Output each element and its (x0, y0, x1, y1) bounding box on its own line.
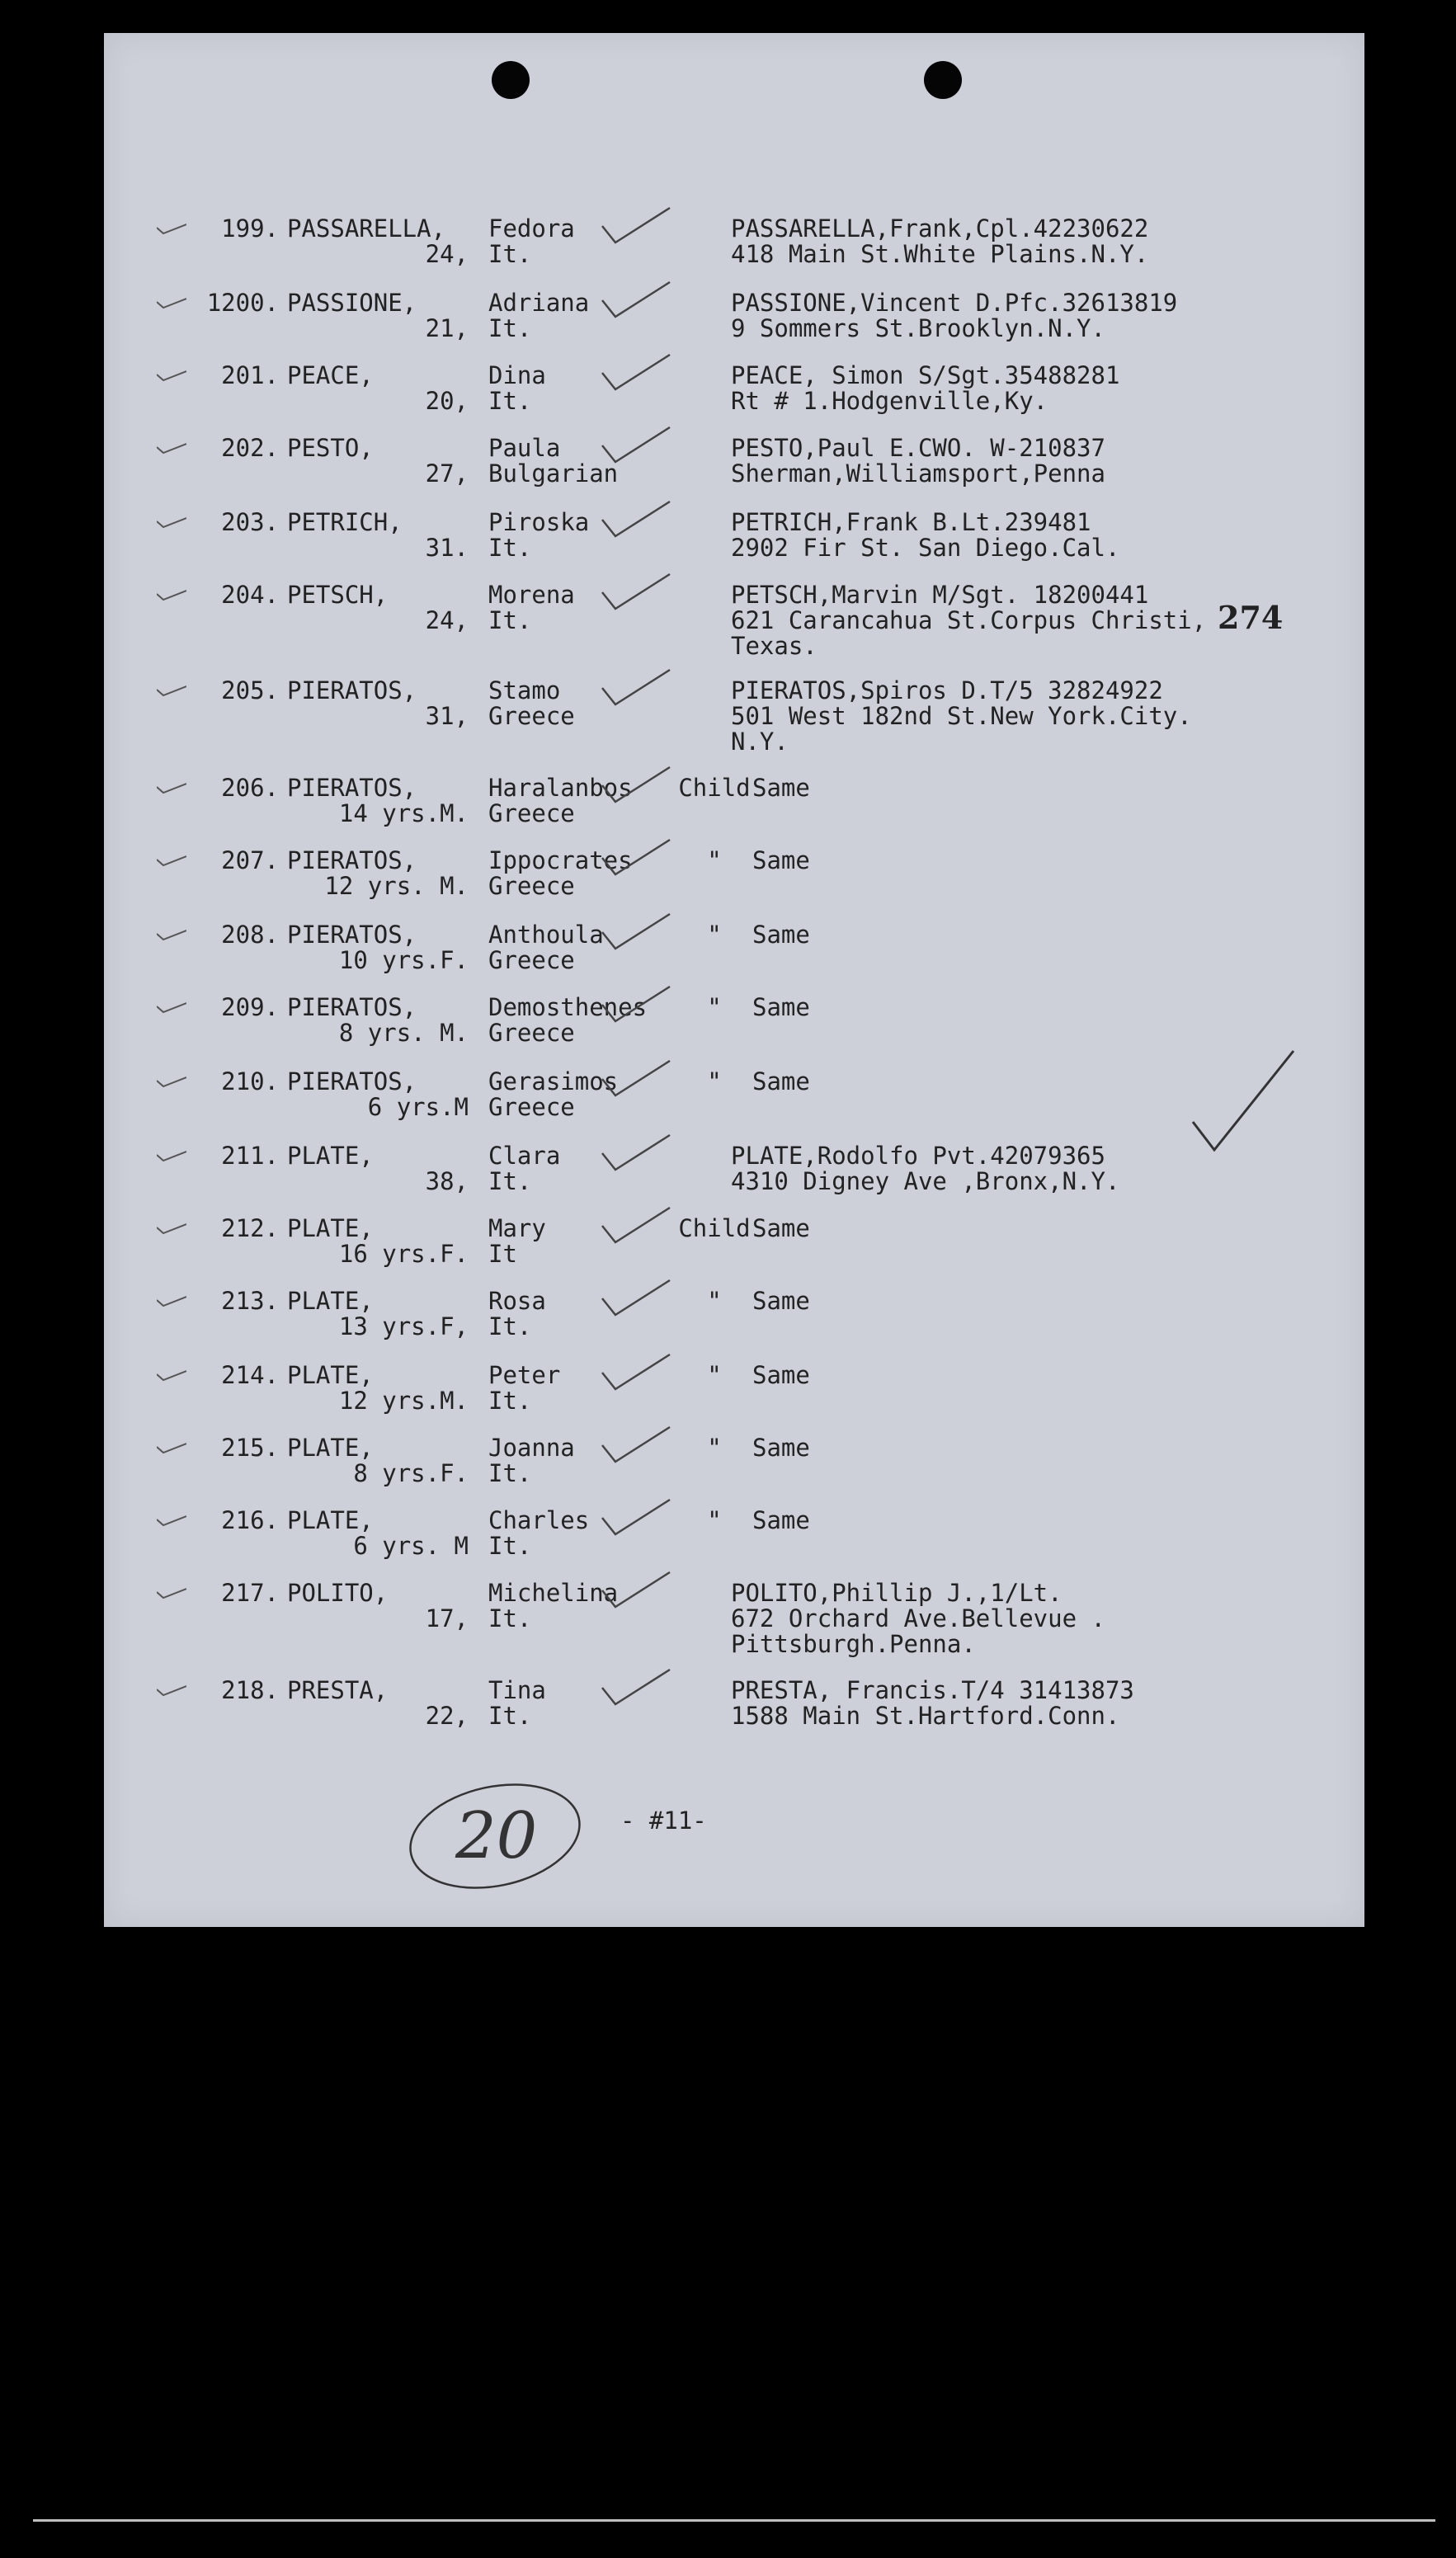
sponsor-line: Same (752, 1287, 810, 1315)
surname: PIERATOS, (287, 993, 417, 1021)
relation: " (707, 846, 722, 874)
entry-number: 218. (221, 1676, 279, 1704)
given-name: Adriana (488, 289, 590, 317)
handwritten-check-mark (599, 1351, 673, 1392)
handwritten-check-mark (599, 1496, 673, 1538)
age: 24, (425, 240, 469, 268)
given-name: Joanna (488, 1434, 575, 1462)
entry-number: 210. (221, 1067, 279, 1095)
sponsor-line: Same (752, 1214, 810, 1242)
surname: PETSCH, (287, 581, 389, 609)
sponsor-line: PIERATOS,Spiros D.T/5 32824922 (731, 676, 1163, 704)
circled-number-text: 20 (455, 1799, 538, 1873)
relation: " (707, 1287, 722, 1315)
sponsor-line: PASSARELLA,Frank,Cpl.42230622 (731, 214, 1149, 243)
origin: Greece (488, 872, 575, 900)
punch-hole (492, 61, 530, 99)
sponsor-line: Same (752, 1506, 810, 1534)
sponsor-line: PEACE, Simon S/Sgt.35488281 (731, 361, 1120, 389)
surname: PASSIONE, (287, 289, 417, 317)
handwritten-check-mark (599, 1666, 673, 1708)
given-name: Haralanbos (488, 774, 633, 802)
handwritten-check-mark (599, 1569, 673, 1610)
surname: PRESTA, (287, 1676, 389, 1704)
handwritten-check-mark (599, 571, 673, 612)
relation: Child (678, 774, 751, 802)
origin: Greece (488, 1019, 575, 1047)
handwritten-check-mark (599, 351, 673, 393)
page-number: - #11- (620, 1807, 707, 1835)
relation: " (707, 1434, 722, 1462)
age: 16 yrs.F. (338, 1240, 469, 1268)
age: 6 yrs.M (367, 1093, 469, 1121)
age: 17, (425, 1604, 469, 1632)
origin: It. (488, 1387, 532, 1415)
sponsor-line: 672 Orchard Ave.Bellevue . (731, 1604, 1105, 1632)
relation: " (707, 993, 722, 1021)
given-name: Gerasimos (488, 1067, 619, 1095)
sponsor-line: 1588 Main St.Hartford.Conn. (731, 1702, 1120, 1730)
origin: It. (488, 534, 532, 562)
given-name: Fedora (488, 214, 575, 243)
sponsor-line: Same (752, 993, 810, 1021)
given-name: Piroska (488, 508, 590, 536)
handwritten-check-mark (599, 498, 673, 539)
origin: It. (488, 606, 532, 634)
given-name: Rosa (488, 1287, 546, 1315)
given-name: Peter (488, 1361, 561, 1389)
origin: It. (488, 314, 532, 342)
entry-number: 204. (221, 581, 279, 609)
age: 14 yrs.M. (338, 799, 469, 827)
origin: It. (488, 1604, 532, 1632)
surname: PEACE, (287, 361, 374, 389)
age: 6 yrs. M (353, 1532, 469, 1560)
handwritten-check-mark (599, 205, 673, 246)
origin: Greece (488, 1093, 575, 1121)
entry-number: 1200. (206, 289, 279, 317)
surname: PIERATOS, (287, 676, 417, 704)
given-name: Anthoula (488, 921, 604, 949)
age: 22, (425, 1702, 469, 1730)
surname: POLITO, (287, 1579, 389, 1607)
given-name: Charles (488, 1506, 590, 1534)
relation: " (707, 1361, 722, 1389)
entry-number: 205. (221, 676, 279, 704)
entry-number: 211. (221, 1142, 279, 1170)
age: 27, (425, 459, 469, 488)
handwritten-check-mark (599, 1277, 673, 1318)
surname: PLATE, (287, 1361, 374, 1389)
sponsor-line: PESTO,Paul E.CWO. W-210837 (731, 434, 1105, 462)
handwritten-check-mark (1190, 1048, 1297, 1155)
sponsor-line: POLITO,Phillip J.,1/Lt. (731, 1579, 1063, 1607)
entry-number: 209. (221, 993, 279, 1021)
sponsor-line: 501 West 182nd St.New York.City. (731, 702, 1192, 730)
age: 21, (425, 314, 469, 342)
origin: Bulgarian (488, 459, 619, 488)
sponsor-line: 4310 Digney Ave ,Bronx,N.Y. (731, 1167, 1120, 1195)
age: 8 yrs.F. (353, 1459, 469, 1487)
sponsor-line: PLATE,Rodolfo Pvt.42079365 (731, 1142, 1105, 1170)
surname: PIERATOS, (287, 921, 417, 949)
sponsor-line: Rt # 1.Hodgenville,Ky. (731, 387, 1048, 415)
origin: It. (488, 1702, 532, 1730)
handwritten-check-mark (599, 911, 673, 952)
age: 38, (425, 1167, 469, 1195)
handwritten-check-mark (599, 424, 673, 465)
given-name: Michelina (488, 1579, 619, 1607)
sponsor-line: PETRICH,Frank B.Lt.239481 (731, 508, 1091, 536)
sponsor-line: PRESTA, Francis.T/4 31413873 (731, 1676, 1134, 1704)
entry-number: 207. (221, 846, 279, 874)
relation: " (707, 921, 722, 949)
sponsor-line: 418 Main St.White Plains.N.Y. (731, 240, 1149, 268)
sponsor-line: Same (752, 1361, 810, 1389)
entry-number: 208. (221, 921, 279, 949)
sponsor-line: Same (752, 774, 810, 802)
surname: PETRICH, (287, 508, 403, 536)
handwritten-check-mark (599, 667, 673, 708)
document-page (104, 33, 1364, 1927)
folio-number: 274 (1218, 599, 1284, 636)
handwritten-check-mark (599, 1424, 673, 1465)
origin: It. (488, 1312, 532, 1340)
punch-hole (924, 61, 962, 99)
handwritten-check-mark (599, 1132, 673, 1173)
age: 24, (425, 606, 469, 634)
age: 20, (425, 387, 469, 415)
given-name: Demosthenes (488, 993, 648, 1021)
age: 13 yrs.F, (338, 1312, 469, 1340)
sponsor-line: Sherman,Williamsport,Penna (731, 459, 1105, 488)
origin: Greece (488, 799, 575, 827)
entry-number: 206. (221, 774, 279, 802)
relation: " (707, 1067, 722, 1095)
sponsor-line: Same (752, 1434, 810, 1462)
surname: PLATE, (287, 1506, 374, 1534)
surname: PLATE, (287, 1142, 374, 1170)
entry-number: 203. (221, 508, 279, 536)
entry-number: 201. (221, 361, 279, 389)
origin: Greece (488, 702, 575, 730)
divider (33, 2519, 1435, 2522)
sponsor-line: Same (752, 921, 810, 949)
age: 31, (425, 702, 469, 730)
given-name: Ippocrates (488, 846, 633, 874)
sponsor-line: Same (752, 1067, 810, 1095)
surname: PASSARELLA, (287, 214, 446, 243)
origin: It. (488, 1532, 532, 1560)
entry-number: 213. (221, 1287, 279, 1315)
entry-number: 202. (221, 434, 279, 462)
age: 10 yrs.F. (338, 946, 469, 974)
entry-number: 217. (221, 1579, 279, 1607)
relation: Child (678, 1214, 751, 1242)
handwritten-check-mark (599, 1204, 673, 1246)
surname: PLATE, (287, 1434, 374, 1462)
given-name: Paula (488, 434, 561, 462)
sponsor-line: 2902 Fir St. San Diego.Cal. (731, 534, 1120, 562)
age: 12 yrs. M. (324, 872, 469, 900)
handwritten-check-mark (599, 764, 673, 805)
entry-number: 212. (221, 1214, 279, 1242)
origin: It (488, 1240, 517, 1268)
entry-number: 215. (221, 1434, 279, 1462)
entry-number: 199. (221, 214, 279, 243)
sponsor-line: PETSCH,Marvin M/Sgt. 18200441 (731, 581, 1149, 609)
circled-handwritten-number (404, 1777, 586, 1901)
age: 31. (425, 534, 469, 562)
surname: PIERATOS, (287, 774, 417, 802)
given-name: Morena (488, 581, 575, 609)
surname: PIERATOS, (287, 1067, 417, 1095)
handwritten-check-mark (599, 983, 673, 1025)
sponsor-line: N.Y. (731, 728, 789, 756)
handwritten-check-mark (599, 1058, 673, 1099)
given-name: Clara (488, 1142, 561, 1170)
given-name: Stamo (488, 676, 561, 704)
origin: It. (488, 1459, 532, 1487)
handwritten-check-mark (599, 279, 673, 320)
entry-number: 216. (221, 1506, 279, 1534)
sponsor-line: Pittsburgh.Penna. (731, 1630, 976, 1658)
origin: It. (488, 240, 532, 268)
age: 12 yrs.M. (338, 1387, 469, 1415)
sponsor-line: 9 Sommers St.Brooklyn.N.Y. (731, 314, 1105, 342)
origin: It. (488, 1167, 532, 1195)
given-name: Dina (488, 361, 546, 389)
entry-number: 214. (221, 1361, 279, 1389)
origin: It. (488, 387, 532, 415)
relation: " (707, 1506, 722, 1534)
origin: Greece (488, 946, 575, 974)
sponsor-line: Texas. (731, 632, 818, 660)
handwritten-check-mark (599, 836, 673, 878)
age: 8 yrs. M. (338, 1019, 469, 1047)
sponsor-line: Same (752, 846, 810, 874)
surname: PLATE, (287, 1287, 374, 1315)
given-name: Tina (488, 1676, 546, 1704)
surname: PESTO, (287, 434, 374, 462)
surname: PIERATOS, (287, 846, 417, 874)
sponsor-line: 621 Carancahua St.Corpus Christi, (731, 606, 1207, 634)
surname: PLATE, (287, 1214, 374, 1242)
sponsor-line: PASSIONE,Vincent D.Pfc.32613819 (731, 289, 1178, 317)
given-name: Mary (488, 1214, 546, 1242)
